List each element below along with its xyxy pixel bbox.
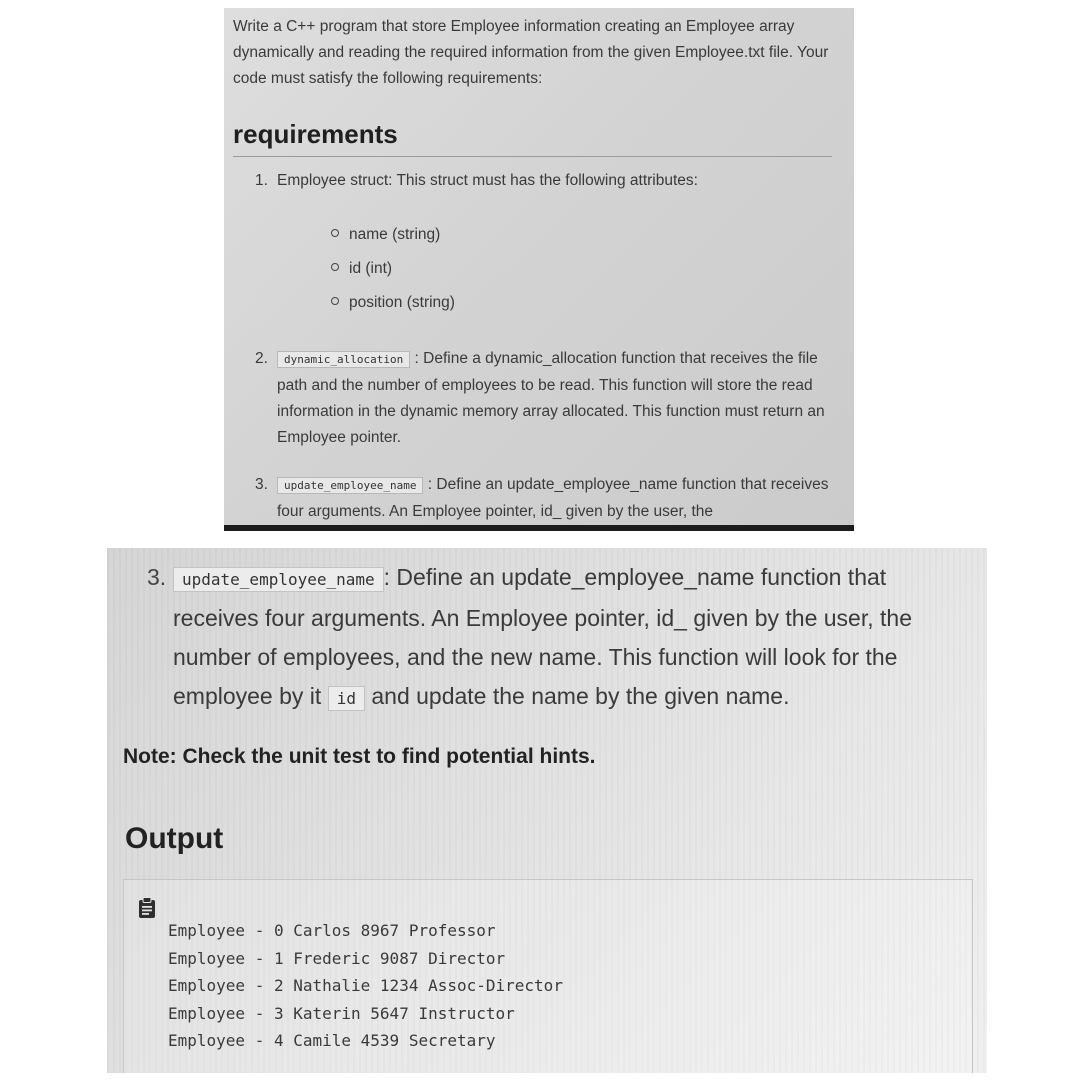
attribute-item: position (string)	[331, 286, 832, 320]
inline-code: dynamic_allocation	[277, 351, 410, 368]
top-screenshot-panel	[224, 8, 854, 531]
intro-paragraph: Write a C++ program that store Employee information creating an Employee array dynamically and reading the required information from the given Employee.txt file. Your code must satisfy the following requirements:	[233, 18, 829, 87]
output-line: Employee - 1 Frederic 9087 Director	[168, 948, 506, 968]
requirements-list	[233, 168, 832, 525]
requirements-heading: requirements	[233, 119, 832, 157]
requirement-number: 1.	[255, 172, 268, 189]
requirement-text: : Define an update_employee_name function that receives four arguments. An Employee pointer, id_ given by the user, the	[277, 476, 829, 520]
output-box	[123, 879, 973, 1073]
note-text: Note: Check the unit test to find potential hints.	[123, 745, 596, 768]
output-line: Employee - 3 Katerin 5647 Instructor	[168, 1003, 515, 1023]
requirement-number: 3.	[147, 564, 167, 590]
attribute-list	[277, 218, 832, 320]
requirement-text	[173, 558, 977, 718]
inline-code: update_employee_name	[173, 567, 384, 592]
requirement-item-1	[233, 168, 832, 320]
requirement-text-part: and update the name by the given name.	[371, 683, 790, 709]
attribute-item: name (string)	[331, 218, 832, 252]
clipboard-icon[interactable]	[138, 897, 156, 924]
output-heading: Output	[125, 822, 224, 855]
requirement-number: 2.	[255, 350, 268, 367]
bottom-screenshot-panel	[107, 548, 987, 1073]
output-line: Employee - 2 Nathalie 1234 Assoc-Director	[168, 976, 563, 995]
requirement-item-2	[233, 346, 832, 451]
inline-code: update_employee_name	[277, 477, 423, 494]
output-line: Employee - 4 Camile 4539 Secretary	[168, 1031, 496, 1050]
attribute-item: id (int)	[331, 252, 832, 286]
requirement-text-part: : Define an update_employee_name function that receives four arguments. An Employee pointer, id_ given by the user, the number of employees, and the new name. This function will look for the employee by it	[173, 564, 912, 709]
requirement-item-3	[233, 472, 832, 525]
requirement-number: 3.	[255, 476, 268, 493]
requirement-text: : Define a dynamic_allocation function that receives the file path and the number of employees to be read. This function will store the read information in the dynamic memory array allocated. This function must return an Employee pointer.	[277, 350, 825, 446]
output-line: Employee - 0 Carlos 8967 Professor	[168, 921, 496, 940]
requirement-text: Employee struct: This struct must has the following attributes:	[277, 172, 698, 189]
inline-code-id: id	[328, 686, 365, 711]
output-lines	[168, 917, 563, 1055]
requirement-item-3-enlarged	[147, 558, 977, 718]
